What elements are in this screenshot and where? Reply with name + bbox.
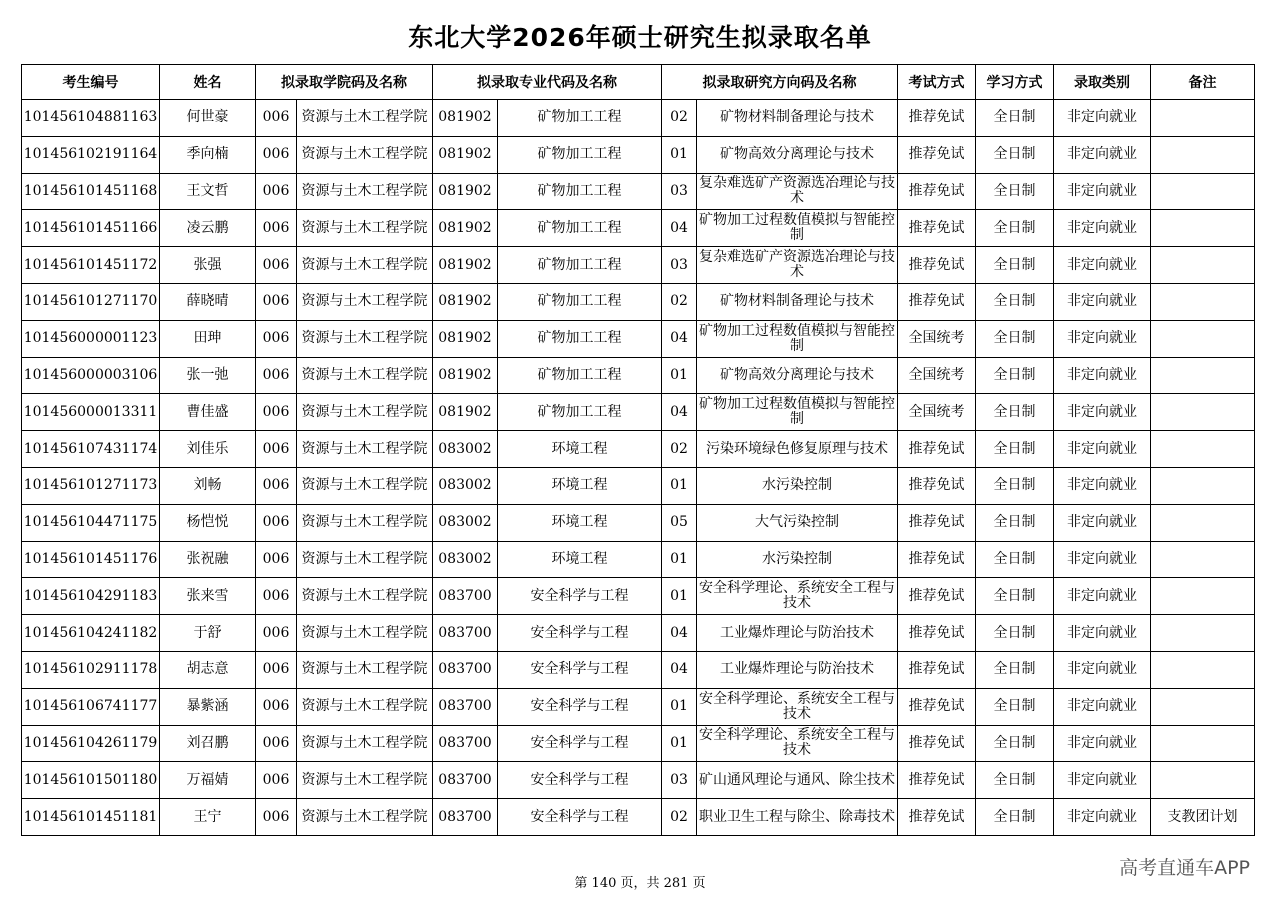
cell-study-mode: 全日制 — [976, 136, 1054, 173]
cell-direction-name: 矿物高效分离理论与技术 — [697, 357, 898, 394]
cell-major-code: 083002 — [433, 541, 498, 578]
cell-name: 胡志意 — [160, 651, 256, 688]
cell-college-code: 006 — [256, 467, 297, 504]
cell-college-code: 006 — [256, 431, 297, 468]
cell-direction-code: 02 — [662, 283, 697, 320]
cell-category: 非定向就业 — [1054, 100, 1151, 137]
cell-major-code: 083002 — [433, 504, 498, 541]
cell-college-code: 006 — [256, 100, 297, 137]
cell-direction-name: 矿物材料制备理论与技术 — [697, 283, 898, 320]
cell-major-code: 083700 — [433, 799, 498, 836]
cell-exam-id: 101456104291183 — [22, 578, 160, 615]
cell-major-name: 安全科学与工程 — [498, 725, 662, 762]
cell-category: 非定向就业 — [1054, 615, 1151, 652]
cell-exam-id: 101456101451168 — [22, 173, 160, 210]
cell-name: 于舒 — [160, 615, 256, 652]
cell-direction-code: 04 — [662, 615, 697, 652]
cell-college-name: 资源与土木工程学院 — [297, 100, 433, 137]
cell-study-mode: 全日制 — [976, 173, 1054, 210]
cell-major-code: 081902 — [433, 357, 498, 394]
cell-category: 非定向就业 — [1054, 467, 1151, 504]
cell-major-code: 083002 — [433, 431, 498, 468]
cell-name: 刘佳乐 — [160, 431, 256, 468]
cell-direction-code: 01 — [662, 578, 697, 615]
cell-category: 非定向就业 — [1054, 173, 1151, 210]
cell-exam-mode: 推荐免试 — [898, 504, 976, 541]
table-row — [22, 615, 1255, 652]
cell-remark — [1151, 762, 1255, 799]
cell-direction-code: 01 — [662, 136, 697, 173]
cell-remark — [1151, 615, 1255, 652]
cell-college-name: 资源与土木工程学院 — [297, 799, 433, 836]
cell-category: 非定向就业 — [1054, 578, 1151, 615]
cell-exam-mode: 推荐免试 — [898, 615, 976, 652]
cell-exam-mode: 全国统考 — [898, 320, 976, 357]
cell-remark — [1151, 210, 1255, 247]
cell-college-code: 006 — [256, 651, 297, 688]
table-row — [22, 357, 1255, 394]
cell-exam-mode: 推荐免试 — [898, 799, 976, 836]
cell-remark — [1151, 688, 1255, 725]
cell-college-code: 006 — [256, 578, 297, 615]
table-row — [22, 247, 1255, 284]
cell-remark — [1151, 283, 1255, 320]
cell-remark — [1151, 357, 1255, 394]
cell-exam-mode: 推荐免试 — [898, 541, 976, 578]
cell-exam-mode: 推荐免试 — [898, 210, 976, 247]
cell-college-code: 006 — [256, 762, 297, 799]
cell-remark: 支教团计划 — [1151, 799, 1255, 836]
cell-direction-code: 01 — [662, 357, 697, 394]
cell-exam-mode: 推荐免试 — [898, 578, 976, 615]
cell-category: 非定向就业 — [1054, 357, 1151, 394]
cell-direction-name: 矿物加工过程数值模拟与智能控制 — [697, 210, 898, 247]
cell-major-name: 矿物加工工程 — [498, 173, 662, 210]
cell-category: 非定向就业 — [1054, 136, 1151, 173]
cell-direction-name: 复杂难选矿产资源选冶理论与技术 — [697, 173, 898, 210]
cell-major-code: 081902 — [433, 320, 498, 357]
header-direction: 拟录取研究方向码及名称 — [662, 65, 898, 100]
cell-college-code: 006 — [256, 173, 297, 210]
cell-study-mode: 全日制 — [976, 541, 1054, 578]
table-row — [22, 651, 1255, 688]
table-row — [22, 688, 1255, 725]
cell-remark — [1151, 100, 1255, 137]
table-row — [22, 762, 1255, 799]
cell-college-code: 006 — [256, 504, 297, 541]
cell-direction-code: 03 — [662, 247, 697, 284]
table-row — [22, 136, 1255, 173]
cell-college-code: 006 — [256, 247, 297, 284]
table-body — [22, 100, 1255, 836]
cell-exam-id: 101456104261179 — [22, 725, 160, 762]
cell-exam-mode: 全国统考 — [898, 394, 976, 431]
cell-study-mode: 全日制 — [976, 504, 1054, 541]
cell-exam-id: 101456101451166 — [22, 210, 160, 247]
cell-exam-mode: 推荐免试 — [898, 762, 976, 799]
cell-exam-id: 101456107431174 — [22, 431, 160, 468]
table-row — [22, 210, 1255, 247]
cell-study-mode: 全日制 — [976, 431, 1054, 468]
cell-exam-mode: 推荐免试 — [898, 173, 976, 210]
cell-name: 凌云鹏 — [160, 210, 256, 247]
cell-major-name: 矿物加工工程 — [498, 320, 662, 357]
cell-direction-name: 工业爆炸理论与防治技术 — [697, 651, 898, 688]
cell-exam-mode: 推荐免试 — [898, 467, 976, 504]
table-row — [22, 725, 1255, 762]
cell-remark — [1151, 541, 1255, 578]
cell-category: 非定向就业 — [1054, 320, 1151, 357]
cell-major-code: 083700 — [433, 762, 498, 799]
cell-college-name: 资源与土木工程学院 — [297, 725, 433, 762]
cell-category: 非定向就业 — [1054, 725, 1151, 762]
cell-category: 非定向就业 — [1054, 799, 1151, 836]
table-row — [22, 320, 1255, 357]
cell-name: 暴紫涵 — [160, 688, 256, 725]
cell-remark — [1151, 431, 1255, 468]
cell-major-name: 安全科学与工程 — [498, 762, 662, 799]
cell-study-mode: 全日制 — [976, 688, 1054, 725]
cell-remark — [1151, 247, 1255, 284]
cell-direction-name: 水污染控制 — [697, 541, 898, 578]
cell-direction-name: 安全科学理论、系统安全工程与技术 — [697, 725, 898, 762]
cell-direction-name: 大气污染控制 — [697, 504, 898, 541]
cell-major-code: 083700 — [433, 651, 498, 688]
cell-major-name: 环境工程 — [498, 431, 662, 468]
cell-college-name: 资源与土木工程学院 — [297, 394, 433, 431]
table-row — [22, 100, 1255, 137]
cell-direction-name: 安全科学理论、系统安全工程与技术 — [697, 578, 898, 615]
cell-exam-id: 101456000003106 — [22, 357, 160, 394]
cell-direction-name: 安全科学理论、系统安全工程与技术 — [697, 688, 898, 725]
cell-direction-name: 矿山通风理论与通风、除尘技术 — [697, 762, 898, 799]
cell-college-name: 资源与土木工程学院 — [297, 541, 433, 578]
table-row — [22, 467, 1255, 504]
cell-category: 非定向就业 — [1054, 541, 1151, 578]
cell-name: 杨恺悦 — [160, 504, 256, 541]
cell-major-name: 矿物加工工程 — [498, 136, 662, 173]
cell-major-name: 矿物加工工程 — [498, 247, 662, 284]
cell-direction-code: 01 — [662, 541, 697, 578]
cell-major-code: 081902 — [433, 100, 498, 137]
cell-major-code: 081902 — [433, 173, 498, 210]
cell-exam-id: 101456102911178 — [22, 651, 160, 688]
cell-study-mode: 全日制 — [976, 615, 1054, 652]
cell-name: 王宁 — [160, 799, 256, 836]
cell-name: 王文哲 — [160, 173, 256, 210]
cell-major-name: 矿物加工工程 — [498, 394, 662, 431]
cell-college-name: 资源与土木工程学院 — [297, 283, 433, 320]
cell-direction-code: 01 — [662, 725, 697, 762]
cell-college-name: 资源与土木工程学院 — [297, 173, 433, 210]
cell-major-code: 083700 — [433, 725, 498, 762]
cell-name: 张强 — [160, 247, 256, 284]
cell-category: 非定向就业 — [1054, 210, 1151, 247]
cell-major-code: 083700 — [433, 578, 498, 615]
cell-major-code: 081902 — [433, 394, 498, 431]
cell-major-name: 安全科学与工程 — [498, 799, 662, 836]
cell-direction-code: 03 — [662, 173, 697, 210]
cell-study-mode: 全日制 — [976, 357, 1054, 394]
header-name: 姓名 — [160, 65, 256, 100]
cell-name: 张祝融 — [160, 541, 256, 578]
cell-direction-code: 01 — [662, 688, 697, 725]
cell-exam-id: 101456000001123 — [22, 320, 160, 357]
cell-major-name: 环境工程 — [498, 467, 662, 504]
cell-study-mode: 全日制 — [976, 725, 1054, 762]
cell-direction-code: 04 — [662, 394, 697, 431]
cell-remark — [1151, 504, 1255, 541]
cell-study-mode: 全日制 — [976, 651, 1054, 688]
cell-major-code: 081902 — [433, 247, 498, 284]
cell-major-name: 矿物加工工程 — [498, 283, 662, 320]
cell-remark — [1151, 651, 1255, 688]
admission-table — [21, 64, 1255, 836]
cell-category: 非定向就业 — [1054, 688, 1151, 725]
cell-remark — [1151, 173, 1255, 210]
cell-direction-code: 02 — [662, 100, 697, 137]
cell-remark — [1151, 136, 1255, 173]
cell-study-mode: 全日制 — [976, 320, 1054, 357]
cell-study-mode: 全日制 — [976, 100, 1054, 137]
cell-study-mode: 全日制 — [976, 283, 1054, 320]
cell-college-code: 006 — [256, 799, 297, 836]
cell-major-code: 083700 — [433, 688, 498, 725]
cell-exam-mode: 全国统考 — [898, 357, 976, 394]
cell-major-name: 安全科学与工程 — [498, 578, 662, 615]
table-header-row — [22, 65, 1255, 100]
table-row — [22, 431, 1255, 468]
cell-college-name: 资源与土木工程学院 — [297, 431, 433, 468]
cell-direction-name: 污染环境绿色修复原理与技术 — [697, 431, 898, 468]
cell-category: 非定向就业 — [1054, 283, 1151, 320]
cell-major-name: 环境工程 — [498, 541, 662, 578]
cell-study-mode: 全日制 — [976, 247, 1054, 284]
cell-exam-id: 101456101271170 — [22, 283, 160, 320]
cell-direction-code: 02 — [662, 799, 697, 836]
cell-remark — [1151, 578, 1255, 615]
cell-college-name: 资源与土木工程学院 — [297, 504, 433, 541]
cell-category: 非定向就业 — [1054, 247, 1151, 284]
cell-remark — [1151, 320, 1255, 357]
cell-college-code: 006 — [256, 394, 297, 431]
cell-college-code: 006 — [256, 283, 297, 320]
cell-direction-name: 工业爆炸理论与防治技术 — [697, 615, 898, 652]
cell-category: 非定向就业 — [1054, 762, 1151, 799]
cell-study-mode: 全日制 — [976, 578, 1054, 615]
header-exam-mode: 考试方式 — [898, 65, 976, 100]
cell-category: 非定向就业 — [1054, 431, 1151, 468]
cell-college-name: 资源与土木工程学院 — [297, 651, 433, 688]
cell-direction-code: 01 — [662, 467, 697, 504]
cell-name: 薛晓晴 — [160, 283, 256, 320]
cell-exam-id: 101456101451172 — [22, 247, 160, 284]
cell-exam-id: 101456101271173 — [22, 467, 160, 504]
cell-direction-code: 04 — [662, 320, 697, 357]
cell-college-name: 资源与土木工程学院 — [297, 247, 433, 284]
cell-study-mode: 全日制 — [976, 394, 1054, 431]
cell-name: 张一弛 — [160, 357, 256, 394]
cell-major-code: 083002 — [433, 467, 498, 504]
cell-college-name: 资源与土木工程学院 — [297, 210, 433, 247]
cell-name: 田珅 — [160, 320, 256, 357]
table-row — [22, 504, 1255, 541]
cell-college-name: 资源与土木工程学院 — [297, 136, 433, 173]
cell-college-name: 资源与土木工程学院 — [297, 615, 433, 652]
cell-name: 张来雪 — [160, 578, 256, 615]
cell-direction-code: 04 — [662, 651, 697, 688]
cell-exam-id: 101456104471175 — [22, 504, 160, 541]
cell-direction-name: 矿物高效分离理论与技术 — [697, 136, 898, 173]
cell-exam-id: 101456101501180 — [22, 762, 160, 799]
cell-major-code: 081902 — [433, 136, 498, 173]
cell-remark — [1151, 725, 1255, 762]
cell-name: 季向楠 — [160, 136, 256, 173]
cell-direction-name: 职业卫生工程与除尘、除毒技术 — [697, 799, 898, 836]
cell-exam-mode: 推荐免试 — [898, 247, 976, 284]
page-title: 东北大学2026年硕士研究生拟录取名单 — [408, 23, 872, 52]
cell-exam-mode: 推荐免试 — [898, 431, 976, 468]
cell-study-mode: 全日制 — [976, 799, 1054, 836]
cell-direction-code: 04 — [662, 210, 697, 247]
cell-category: 非定向就业 — [1054, 651, 1151, 688]
cell-college-code: 006 — [256, 688, 297, 725]
cell-exam-mode: 推荐免试 — [898, 283, 976, 320]
cell-exam-mode: 推荐免试 — [898, 688, 976, 725]
table-row — [22, 799, 1255, 836]
cell-direction-name: 水污染控制 — [697, 467, 898, 504]
table-row — [22, 578, 1255, 615]
header-study-mode: 学习方式 — [976, 65, 1054, 100]
cell-exam-id: 101456106741177 — [22, 688, 160, 725]
table-row — [22, 394, 1255, 431]
cell-major-code: 083700 — [433, 615, 498, 652]
header-college: 拟录取学院码及名称 — [256, 65, 433, 100]
cell-name: 刘召鹏 — [160, 725, 256, 762]
header-major: 拟录取专业代码及名称 — [433, 65, 662, 100]
cell-college-name: 资源与土木工程学院 — [297, 320, 433, 357]
page-number: 第 140 页，共 281 页 — [574, 876, 706, 891]
table-row — [22, 283, 1255, 320]
cell-exam-id: 101456101451176 — [22, 541, 160, 578]
cell-direction-name: 矿物加工过程数值模拟与智能控制 — [697, 320, 898, 357]
cell-remark — [1151, 467, 1255, 504]
header-exam-id: 考生编号 — [22, 65, 160, 100]
cell-major-name: 安全科学与工程 — [498, 615, 662, 652]
cell-direction-code: 02 — [662, 431, 697, 468]
cell-category: 非定向就业 — [1054, 394, 1151, 431]
cell-major-name: 安全科学与工程 — [498, 688, 662, 725]
watermark: 高考直通车APP — [1119, 857, 1250, 879]
cell-college-code: 006 — [256, 615, 297, 652]
cell-category: 非定向就业 — [1054, 504, 1151, 541]
cell-college-code: 006 — [256, 725, 297, 762]
cell-college-code: 006 — [256, 541, 297, 578]
cell-exam-id: 101456104241182 — [22, 615, 160, 652]
cell-study-mode: 全日制 — [976, 210, 1054, 247]
cell-remark — [1151, 394, 1255, 431]
cell-college-code: 006 — [256, 357, 297, 394]
cell-name: 刘畅 — [160, 467, 256, 504]
cell-college-name: 资源与土木工程学院 — [297, 357, 433, 394]
cell-study-mode: 全日制 — [976, 762, 1054, 799]
cell-major-name: 矿物加工工程 — [498, 210, 662, 247]
cell-name: 曹佳盛 — [160, 394, 256, 431]
cell-exam-id: 101456000013311 — [22, 394, 160, 431]
header-remark: 备注 — [1151, 65, 1255, 100]
cell-exam-id: 101456104881163 — [22, 100, 160, 137]
cell-college-code: 006 — [256, 210, 297, 247]
cell-major-name: 安全科学与工程 — [498, 651, 662, 688]
cell-college-name: 资源与土木工程学院 — [297, 762, 433, 799]
cell-college-name: 资源与土木工程学院 — [297, 688, 433, 725]
cell-college-name: 资源与土木工程学院 — [297, 467, 433, 504]
table-row — [22, 541, 1255, 578]
cell-exam-mode: 推荐免试 — [898, 136, 976, 173]
cell-exam-id: 101456102191164 — [22, 136, 160, 173]
header-category: 录取类别 — [1054, 65, 1151, 100]
cell-college-code: 006 — [256, 136, 297, 173]
cell-major-name: 矿物加工工程 — [498, 357, 662, 394]
cell-college-code: 006 — [256, 320, 297, 357]
cell-major-name: 矿物加工工程 — [498, 100, 662, 137]
cell-direction-code: 05 — [662, 504, 697, 541]
cell-exam-mode: 推荐免试 — [898, 651, 976, 688]
cell-major-name: 环境工程 — [498, 504, 662, 541]
cell-name: 何世豪 — [160, 100, 256, 137]
cell-major-code: 081902 — [433, 283, 498, 320]
cell-exam-mode: 推荐免试 — [898, 725, 976, 762]
cell-name: 万福婧 — [160, 762, 256, 799]
cell-exam-mode: 推荐免试 — [898, 100, 976, 137]
cell-exam-id: 101456101451181 — [22, 799, 160, 836]
cell-direction-name: 矿物材料制备理论与技术 — [697, 100, 898, 137]
cell-study-mode: 全日制 — [976, 467, 1054, 504]
table-row — [22, 173, 1255, 210]
cell-direction-code: 03 — [662, 762, 697, 799]
cell-major-code: 081902 — [433, 210, 498, 247]
cell-direction-name: 复杂难选矿产资源选冶理论与技术 — [697, 247, 898, 284]
cell-college-name: 资源与土木工程学院 — [297, 578, 433, 615]
cell-direction-name: 矿物加工过程数值模拟与智能控制 — [697, 394, 898, 431]
